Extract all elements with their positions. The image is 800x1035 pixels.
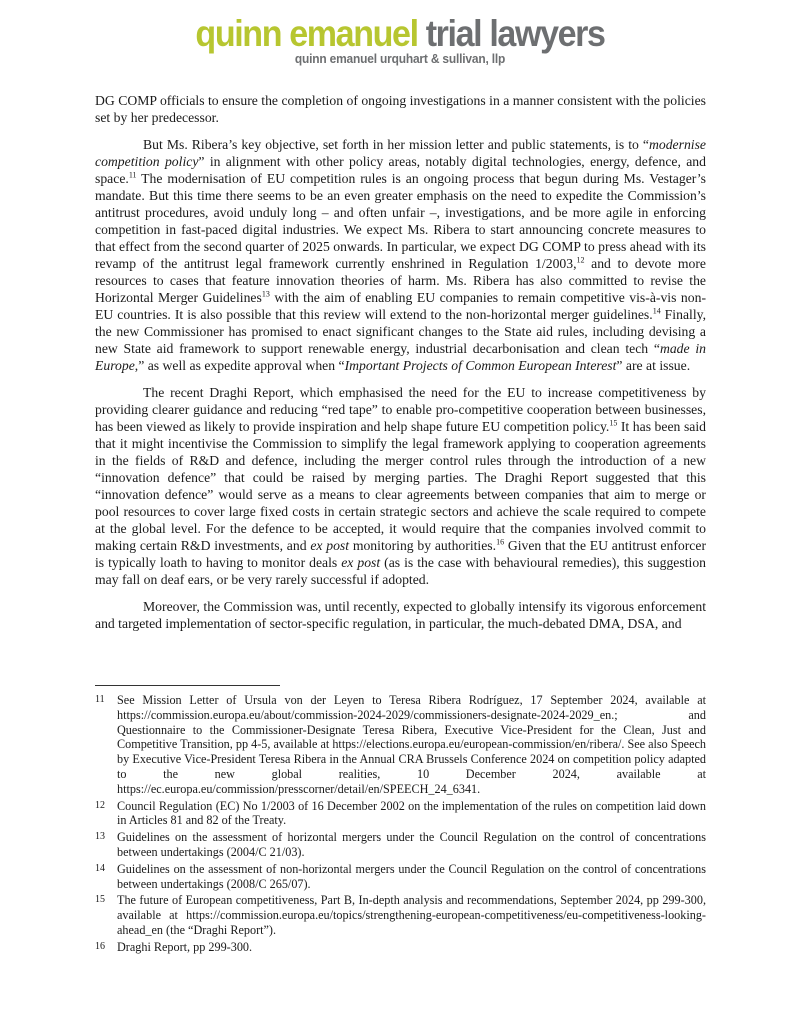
footnote-text: The future of European competitiveness, Part B, In-depth analysis and recommendations, September 2024, pp 299-300, available at https://commission.europa.eu/topics/strengthening-european-competitiveness/eu-competitiveness-looking-ahead_en (the “Draghi Report”). <box>117 893 706 937</box>
footnote <box>95 799 706 829</box>
footnote-text: Draghi Report, pp 299-300. <box>117 939 253 954</box>
text-run: It has been said that it might incentivise the Commission to simplify the legal framework applying to cooperation agreements in the fields of R&D and defence, including the merger control rules through the introduction of a new “innovation defence” that could be raised by merging parties. The Draghi Report suggested that this “innovation defence” would serve as a means to clear agreements between companies that aim to merge or pool resources to cover large fixed costs in certain strategic sectors and achieve the scale required to compete at the global level. For the defence to be accepted, it would require that the companies involved commit to making certain R&D investments, and <box>95 419 706 553</box>
italic-text: ex post <box>341 555 381 570</box>
footnote <box>95 693 706 797</box>
footnote-number: 11 <box>95 694 105 705</box>
footnote-divider <box>95 685 280 686</box>
text-run: Finally, the new Commissioner has promised to enact significant changes to the State aid rules, including devising a new State aid framework to support renewable energy, industrial decarbonisation and clean tech “ <box>95 307 707 356</box>
footnote <box>95 893 706 937</box>
logo-tagline: trial lawyers <box>425 13 605 54</box>
footnote-reference: 13 <box>261 289 270 299</box>
footnote-text: See Mission Letter of Ursula von der Leyen to Teresa Ribera Rodríguez, 17 September 2024, available at https://commission.europa.eu/about/commission-2024-2029/commissioners-designate-2024-2029_en.; and Questionnaire to the Commissioner-Designate Teresa Ribera, Executive Vice-President for the Clean, Just and Competitive Transition, pp 4-5, available at https://elections.europa.eu/european-commission/en/ribera/. See also Speech by Executive Vice-President Teresa Ribera in the Annual CRA Brussels Conference 2024 on competition policy adapted to the new global realities, 10 December 2024, available at https://ec.europa.eu/commission/presscorner/detail/en/SPEECH_24_6341. <box>117 693 706 796</box>
footnote-text: Guidelines on the assessment of non-horizontal mergers under the Council Regulation on the control of concentrations between undertakings (2008/C 265/07). <box>117 861 706 891</box>
text-run: monitoring by authorities. <box>349 538 497 553</box>
text-run: ” are at issue. <box>616 358 691 373</box>
text-run: and to devote more resources to cases that feature innovation theories of harm. Ms. Ribera has also committed to revise the Horizontal Merger Guidelines <box>95 256 706 305</box>
body-paragraph <box>95 384 706 588</box>
firm-logo <box>32 14 768 54</box>
italic-text: made in Europe <box>95 341 706 373</box>
footnote <box>95 862 706 892</box>
text-run: The recent Draghi Report, which emphasised the need for the EU to increase competitiveness by providing clearer guidance and reducing “red tape” to enable pro-competitive cooperation between businesses, has been viewed as likely to provide inspiration and help shape future EU competition policy. <box>95 385 706 434</box>
letterhead <box>0 14 800 66</box>
body-paragraph <box>95 136 706 374</box>
body-text <box>95 92 706 642</box>
footnote-reference: 14 <box>652 306 661 316</box>
footnote-text: Council Regulation (EC) No 1/2003 of 16 December 2002 on the implementation of the rules on competition laid down in Articles 81 and 82 of the Treaty. <box>117 798 706 828</box>
footnote-text: Guidelines on the assessment of horizontal mergers under the Council Regulation on the control of concentrations between undertakings (2004/C 21/03). <box>117 830 706 859</box>
logo-subtitle: quinn emanuel urquhart & sullivan, llp <box>294 51 506 66</box>
footnote-reference: 15 <box>609 418 618 428</box>
text-run: ” in alignment with other policy areas, notably digital technologies, energy, defence, and space. <box>95 154 706 186</box>
text-run: with the aim of enabling EU companies to remain competitive vis-à-vis non-EU countries. It is also possible that this review will extend to the non-horizontal merger guidelines. <box>95 290 706 322</box>
text-run: (as is the case with behavioural remedies), this suggestion may fall on deaf ears, or be very rarely successful if adopted. <box>95 555 707 587</box>
footnote <box>95 830 706 860</box>
body-paragraph <box>95 598 706 632</box>
logo-firm-name: quinn emanuel <box>195 13 418 54</box>
text-run: Moreover, the Commission was, until recently, expected to globally intensify its vigorous enforcement and targeted implementation of sector-specific regulation, in particular, the much-debated DMA, DSA, and <box>95 599 706 631</box>
italic-text: ex post <box>310 538 350 553</box>
footnote-number: 12 <box>95 799 105 811</box>
text-run: The modernisation of EU competition rules is an ongoing process that begun during Ms. Vestager’s mandate. But this time there seems to be an even greater emphasis on the need to expedite the Commission’s antitrust procedures, avoid unduly long – and often unfair –, investigations, and be more agile in enforcing competition in fast-paced digital industries. We expect Ms. Ribera to start announcing concrete measures to that effect from the second quarter of 2025 onwards. In particular, we expect DG COMP to press ahead with its revamp of the antitrust legal framework currently enshrined in Regulation 1/2003, <box>95 171 706 271</box>
footnote-number: 16 <box>95 940 105 952</box>
text-run: But Ms. Ribera’s key objective, set forth in her mission letter and public statements, is to “ <box>143 137 649 152</box>
italic-text: Important Projects of Common European Interest <box>344 358 617 373</box>
footnote-number: 14 <box>95 862 105 874</box>
text-run: ,” as well as expedite approval when “ <box>134 358 345 373</box>
footnote-reference: 16 <box>496 537 505 547</box>
text-run: DG COMP officials to ensure the completion of ongoing investigations in a manner consistent with the policies set by her predecessor. <box>95 93 706 125</box>
footnotes <box>95 693 706 957</box>
footnote-number: 15 <box>95 894 105 906</box>
footnote <box>95 940 706 955</box>
footnote-reference: 12 <box>576 255 585 265</box>
italic-text: modernise competition policy <box>95 137 706 169</box>
footnote-reference: 11 <box>128 170 137 180</box>
text-run: Given that the EU antitrust enforcer is typically loath to having to monitor deals <box>95 538 707 570</box>
body-paragraph <box>95 92 706 126</box>
footnote-number: 13 <box>95 831 105 843</box>
